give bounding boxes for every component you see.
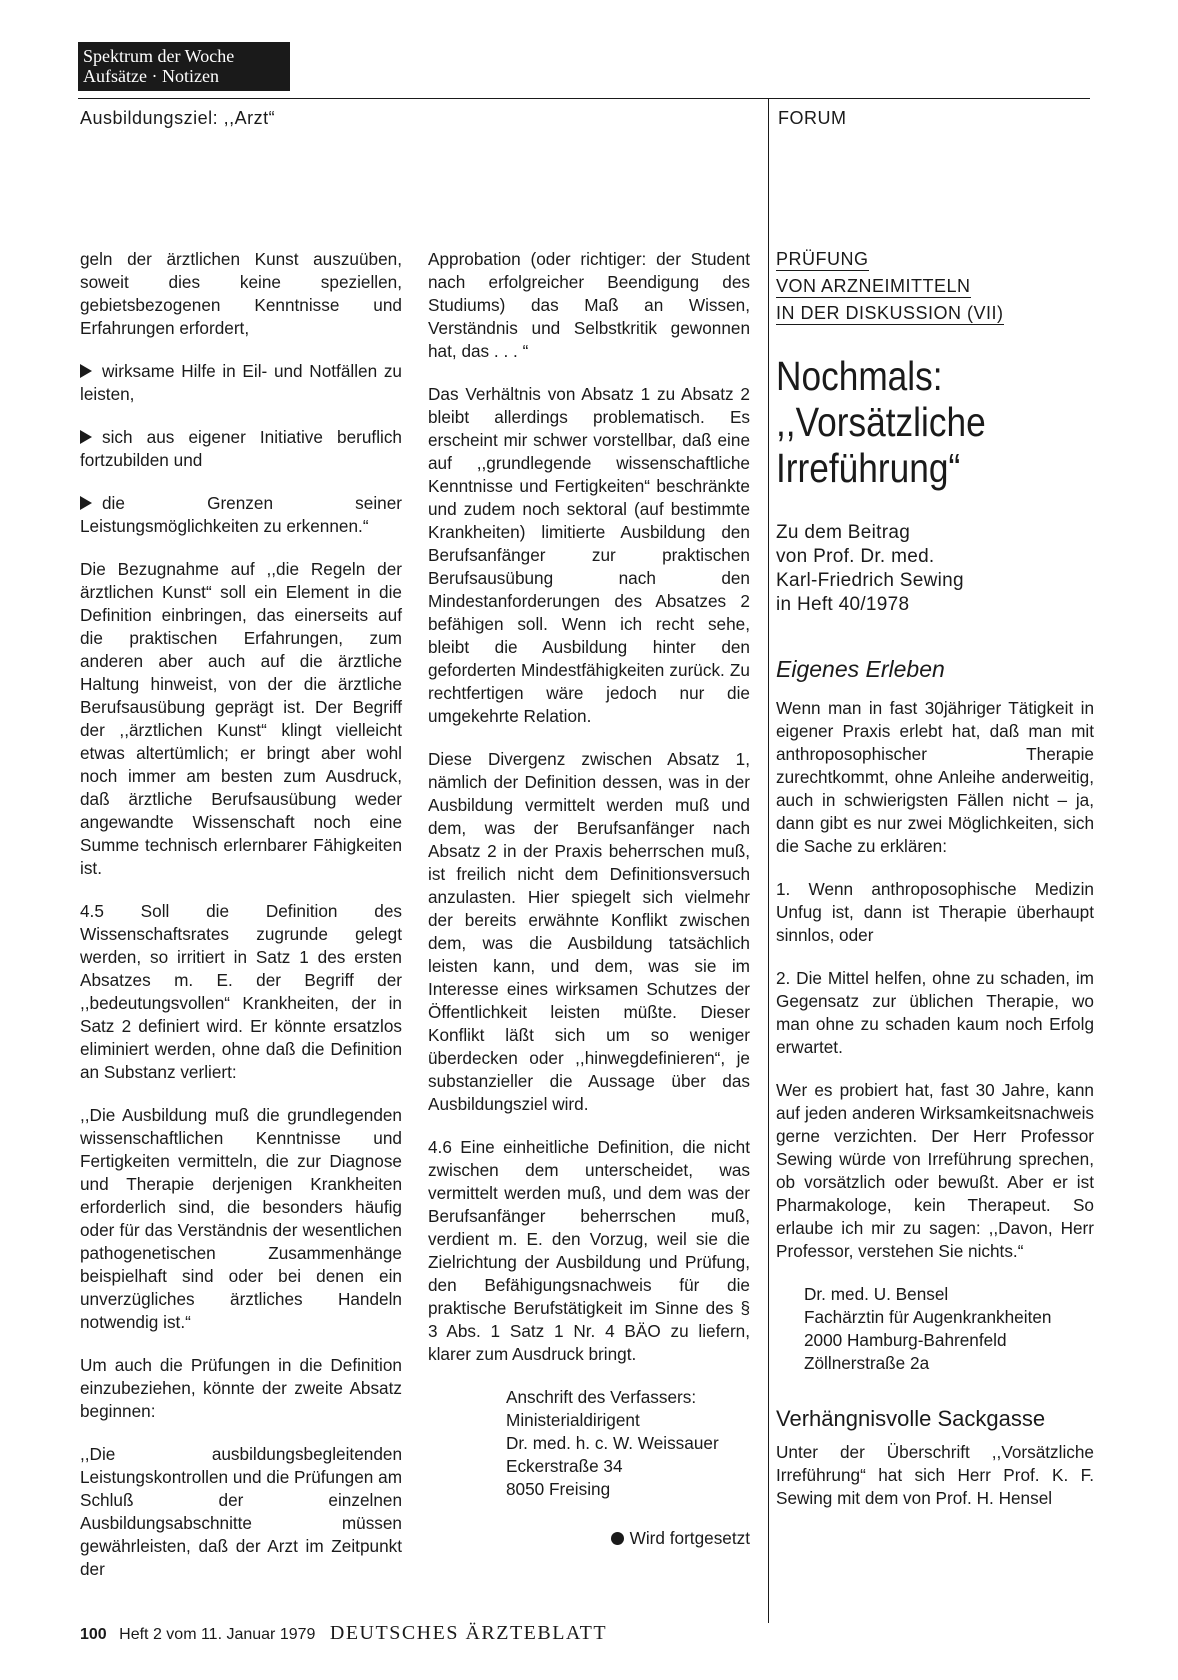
paragraph: Wenn man in fast 30jähriger Tätigkeit in eigener Praxis erlebt hat, daß man mit anthroposophischer Therapie zurechtkommt, ohne Anleihe anderweitig, auch in schwierigsten Fällen nicht – ja, dann gibt es nur zwei Möglichkeiten, sich die Sache zu erklären:: [776, 698, 1094, 856]
triangle-bullet-icon: [80, 430, 92, 444]
paragraph: 1. Wenn anthroposophische Medizin Unfug ist, dann ist Therapie überhaupt sinnlos, oder: [776, 879, 1094, 945]
quote: ,,Die ausbildungsbegleitenden Leistungskontrollen und die Prüfungen am Schluß der einzelnen Ausbildungsabschnitte müssen gewährleisten, daß der Arzt im Zeitpunkt der: [80, 1444, 403, 1579]
forum-kicker: PRÜFUNG VON ARZNEIMITTELN IN DER DISKUSSION (VII): [776, 249, 1004, 323]
kicker-right: FORUM: [778, 108, 847, 128]
column-2: [428, 248, 750, 1550]
column-3: [776, 246, 1094, 1510]
continued-note: Wird fortgesetzt: [428, 1527, 750, 1550]
issue-info: Heft 2 vom 11. Januar 1979: [119, 1626, 316, 1643]
paragraph: Approbation (oder richtiger: der Student nach erfolgreicher Beendigung des Studiums) das Maß an Wissen, Verständnis und Selbstkritik gewonnen hat, das . . . “: [428, 249, 750, 361]
kicker-left: Ausbildungsziel: ,,Arzt“: [80, 108, 276, 128]
quote: ,,Die Ausbildung muß die grundlegenden wissenschaftlichen Kenntnisse und Fertigkeiten vermitteln, die zur Diagnose und Therapie derjenigen Krankheiten erforderlich sind, die besonders häufig oder für das Verständnis der wesentlichen pathogenetischen Zusammenhänge beispielhaft sind oder bei denen ein unverzügliches ärztliches Handeln notwendig ist.“: [80, 1105, 402, 1332]
magazine-name: DEUTSCHES ÄRZTEBLATT: [329, 1622, 608, 1644]
paragraph: Unter der Überschrift ,,Vorsätzliche Irreführung“ hat sich Herr Prof. K. F. Sewing mit dem von Prof. H. Hensel: [776, 1442, 1094, 1508]
bullet-item: wirksame Hilfe in Eil- und Notfällen zu leisten,: [80, 361, 402, 404]
paragraph: geln der ärztlichen Kunst auszuüben, soweit dies keine speziellen, gebietsbezogenen Kenntnisse und Erfahrungen erfordert,: [80, 249, 402, 338]
page-number: 100: [80, 1626, 107, 1643]
column-1: [80, 248, 402, 1581]
paragraph: 4.5 Soll die Definition des Wissenschaftsrates zugrunde gelegt werden, so irritiert in Satz 1 des ersten Absatzes m. E. der Begriff der ,,bedeutungsvollen“ Krankheiten, der in Satz 2 definiert wird. Er könnte ersatzlos eliminiert werden, ohne daß die Definition an Substanz verliert:: [80, 901, 402, 1082]
letter-signature: Dr. med. U. Bensel Fachärztin für Augenkrankheiten 2000 Hamburg-Bahrenfeld Zöllnerstraße 2a: [804, 1284, 1052, 1373]
paragraph: 4.6 Eine einheitliche Definition, die nicht zwischen dem unterscheidet, was vermittelt werden muß, und dem was der Berufsanfänger beherrschen muß, verdient m. E. den Vorzug, weil sie die Zielrichtung der Ausbildung und Prüfung, den Befähigungsnachweis für die praktische Berufstätigkeit im Sinne des § 3 Abs. 1 Satz 1 Nr. 4 BÄO zu liefern, klarer zum Ausdruck bringt.: [428, 1137, 750, 1364]
column-divider: [768, 98, 769, 1623]
page-footer: [80, 1622, 607, 1645]
paragraph: Um auch die Prüfungen in die Definition einzubeziehen, könnte der zweite Absatz beginnen:: [80, 1355, 402, 1421]
section-tag-line1: Spektrum der Woche: [83, 46, 235, 66]
author-address: Anschrift des Verfassers: Ministerialdirigent Dr. med. h. c. W. Weissauer Eckerstraße 34 8050 Freising: [506, 1387, 719, 1499]
section-heading: Verhängnisvolle Sackgasse: [776, 1406, 1046, 1431]
paragraph: Diese Divergenz zwischen Absatz 1, nämlich der Definition dessen, was in der Ausbildung vermittelt werden muß und dem, was der Berufsanfänger nach Absatz 2 in der Praxis beherrschen muß, ist freilich nicht dem Definitionsversuch anzulasten. Hier spiegelt sich vielmehr der bereits erwähnte Konflikt zwischen dem, was die Ausbildung tatsächlich leisten kann, und dem, was sie im Interesse eines wirksamen Schutzes der Öffentlichkeit leisten müßte. Dieser Konflikt läßt sich um so weniger überdecken oder ,,hinwegdefinieren“, je substanzieller die Aussage über das Ausbildungsziel wird.: [428, 749, 750, 1114]
bullet-item: sich aus eigener Initiative beruflich fortzubilden und: [80, 427, 402, 470]
paragraph: Wer es probiert hat, fast 30 Jahre, kann auf jeden anderen Wirksamkeitsnachweis gerne verzichten. Der Herr Professor Sewing würde von Irreführung sprechen, ob vorsätzlich oder bewußt. Aber er ist Pharmakologe, kein Therapeut. So erlaube ich mir zu sagen: ,,Davon, Herr Professor, verstehen Sie nichts.“: [776, 1080, 1094, 1261]
section-tag-line2: Aufsätze · Notizen: [83, 66, 219, 86]
article-subhead: Zu dem Beitrag von Prof. Dr. med. Karl-Friedrich Sewing in Heft 40/1978: [776, 522, 964, 615]
paragraph: Das Verhältnis von Absatz 1 zu Absatz 2 bleibt allerdings problematisch. Es erscheint mir schwer vorstellbar, daß eine auf ,,grundlegende wissenschaftliche Kenntnisse und Fertigkeiten“ beschränkte und zudem noch sektoral (auf bestimmte Krankheiten) limitierte Ausbildung den Berufsanfänger zur praktischen Berufsausübung nach den Mindestanforderungen des Absatzes 2 befähigen soll. Wenn ich recht sehe, bleibt die Ausbildung hinter den geforderten Mindestfähigkeiten zurück. Zu rechtfertigen wäre jedoch nur die umgekehrte Relation.: [428, 384, 750, 726]
paragraph: 2. Die Mittel helfen, ohne zu schaden, im Gegensatz zur üblichen Therapie, wo man ohne zu schaden kaum noch Erfolg erwartet.: [776, 968, 1094, 1057]
article-headline: Nochmals: ,,Vorsätzliche Irreführung“: [776, 353, 986, 491]
triangle-bullet-icon: [80, 496, 92, 510]
top-rule: [78, 98, 1090, 99]
triangle-bullet-icon: [80, 364, 92, 378]
bullet-item: die Grenzen seiner Leistungsmöglichkeiten zu erkennen.“: [80, 493, 402, 536]
section-tag: [78, 42, 290, 91]
section-heading: Eigenes Erleben: [776, 656, 945, 682]
paragraph: Die Bezugnahme auf ,,die Regeln der ärztlichen Kunst“ soll ein Element in die Definition einbringen, das einerseits auf die praktischen Erfahrungen, zum anderen aber auch auf die ärztliche Haltung hinweist, von der die ärztliche Berufsausübung geprägt ist. Der Begriff der ,,ärztlichen Kunst“ klingt vielleicht etwas altertümlich; er bringt aber wohl noch immer am besten zum Ausdruck, daß ärztliche Berufsausübung weder angewandte Wissenschaft noch eine Summe technisch erlernbarer Fähigkeiten ist.: [80, 559, 402, 878]
bullet-dot-icon: [611, 1532, 624, 1545]
